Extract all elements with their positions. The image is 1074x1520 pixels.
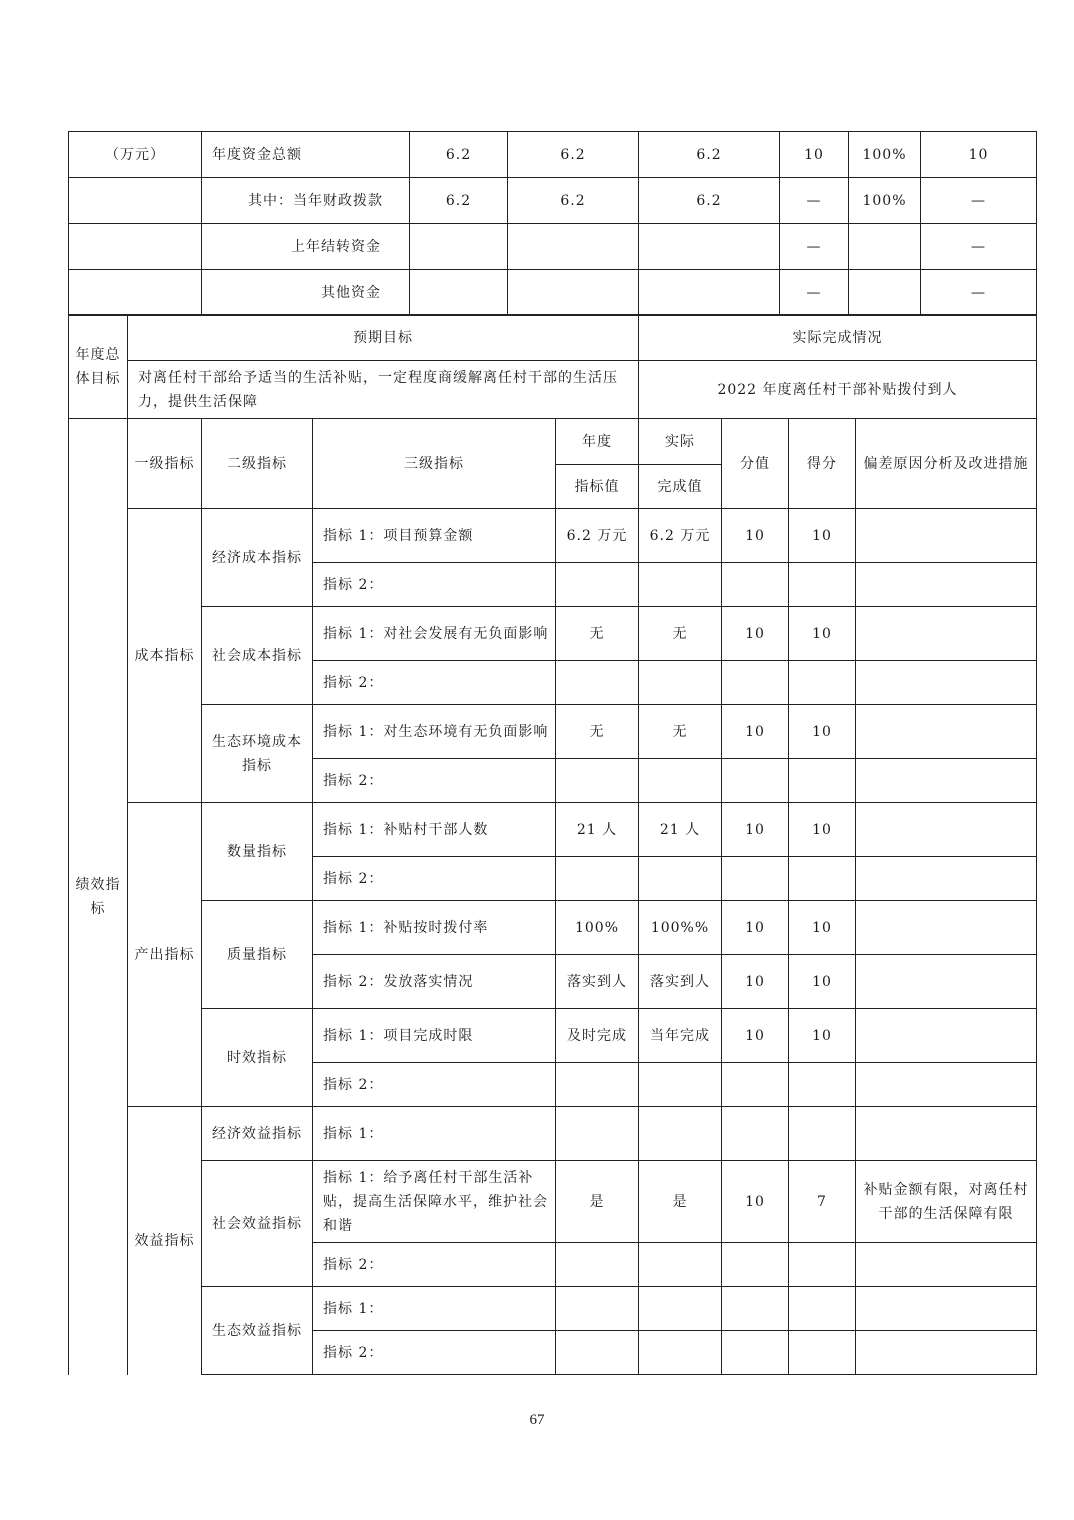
funds-cell <box>410 224 508 270</box>
actual-value: 6.2 万元 <box>639 509 722 563</box>
funds-table <box>68 131 1037 316</box>
score <box>789 661 856 705</box>
score <box>789 857 856 901</box>
deviation-analysis <box>856 1009 1037 1063</box>
deviation-analysis <box>856 1243 1037 1287</box>
actual-value: 无 <box>639 705 722 759</box>
score: 10 <box>789 803 856 857</box>
level2-indicator: 经济成本指标 <box>202 509 313 607</box>
score-value <box>722 1107 789 1161</box>
level2-indicator: 生态环境成本指标 <box>202 705 313 803</box>
level2-indicator: 经济效益指标 <box>202 1107 313 1161</box>
score-value <box>722 563 789 607</box>
score-value: 10 <box>722 803 789 857</box>
funds-unit-empty <box>69 178 202 224</box>
funds-cell: 6.2 <box>410 178 508 224</box>
actual-value <box>639 759 722 803</box>
funds-row <box>69 224 1037 270</box>
score: 7 <box>789 1161 856 1243</box>
actual-value <box>639 1063 722 1107</box>
score-value: 10 <box>722 607 789 661</box>
header-actual: 实际 <box>639 419 722 465</box>
funds-cell: 6.2 <box>639 178 780 224</box>
level3-indicator: 指标 2： <box>313 1331 556 1375</box>
perf-row-label: 绩效指标 <box>69 419 128 1375</box>
level2-indicator: 时效指标 <box>202 1009 313 1107</box>
score-value: 10 <box>722 705 789 759</box>
funds-row <box>69 178 1037 224</box>
target-value: 21 人 <box>556 803 639 857</box>
funds-unit: （万元） <box>69 132 202 178</box>
target-value: 无 <box>556 607 639 661</box>
level3-indicator: 指标 2： <box>313 1243 556 1287</box>
actual-value: 21 人 <box>639 803 722 857</box>
score-value: 10 <box>722 1009 789 1063</box>
target-value <box>556 1287 639 1331</box>
target-value: 无 <box>556 705 639 759</box>
indicator-row <box>69 1107 1037 1161</box>
page-number: 67 <box>529 1412 545 1428</box>
indicator-row <box>69 1009 1037 1063</box>
funds-cell: — <box>780 178 849 224</box>
indicator-row <box>69 705 1037 759</box>
level2-indicator: 社会效益指标 <box>202 1161 313 1287</box>
score: 10 <box>789 509 856 563</box>
actual-value <box>639 563 722 607</box>
level3-indicator: 指标 1：给予离任村干部生活补贴，提高生活保障水平，维护社会和谐 <box>313 1161 556 1243</box>
score-value: 10 <box>722 955 789 1009</box>
target-value <box>556 1107 639 1161</box>
deviation-analysis <box>856 955 1037 1009</box>
funds-unit-empty <box>69 270 202 316</box>
target-value <box>556 857 639 901</box>
level1-indicator: 产出指标 <box>128 803 202 1107</box>
funds-unit-empty <box>69 224 202 270</box>
goal-table <box>68 314 1037 419</box>
indicator-row <box>69 1287 1037 1331</box>
header-score: 得分 <box>789 419 856 509</box>
level3-indicator: 指标 1：补贴按时拨付率 <box>313 901 556 955</box>
funds-cell: 10 <box>780 132 849 178</box>
actual-value <box>639 1287 722 1331</box>
score: 10 <box>789 607 856 661</box>
actual-value: 落实到人 <box>639 955 722 1009</box>
level3-indicator: 指标 1：项目预算金额 <box>313 509 556 563</box>
target-value: 落实到人 <box>556 955 639 1009</box>
funds-cell <box>639 270 780 316</box>
header-level3: 三级指标 <box>313 419 556 509</box>
deviation-analysis <box>856 759 1037 803</box>
score <box>789 1331 856 1375</box>
goal-row-label: 年度总体目标 <box>69 315 128 419</box>
score: 10 <box>789 955 856 1009</box>
funds-cell: 100% <box>849 178 921 224</box>
level3-indicator: 指标 2： <box>313 661 556 705</box>
score: 10 <box>789 705 856 759</box>
score <box>789 563 856 607</box>
actual-value: 当年完成 <box>639 1009 722 1063</box>
deviation-analysis <box>856 1063 1037 1107</box>
level2-indicator: 质量指标 <box>202 901 313 1009</box>
target-value: 100% <box>556 901 639 955</box>
funds-cell: 6.2 <box>508 132 639 178</box>
header-year: 年度 <box>556 419 639 465</box>
level3-indicator: 指标 2：发放落实情况 <box>313 955 556 1009</box>
funds-cell: 100% <box>849 132 921 178</box>
deviation-analysis <box>856 1331 1037 1375</box>
score: 10 <box>789 901 856 955</box>
funds-label: 其中：当年财政拨款 <box>202 178 410 224</box>
deviation-analysis <box>856 661 1037 705</box>
score <box>789 759 856 803</box>
header-level1: 一级指标 <box>128 419 202 509</box>
actual-value <box>639 1243 722 1287</box>
funds-cell: 10 <box>921 132 1037 178</box>
deviation-analysis <box>856 901 1037 955</box>
deviation-analysis <box>856 607 1037 661</box>
funds-label: 上年结转资金 <box>202 224 410 270</box>
target-value <box>556 661 639 705</box>
expected-goal-header: 预期目标 <box>128 315 639 361</box>
target-value <box>556 759 639 803</box>
actual-value <box>639 1331 722 1375</box>
deviation-analysis <box>856 857 1037 901</box>
funds-cell <box>508 270 639 316</box>
target-value <box>556 563 639 607</box>
level3-indicator: 指标 2： <box>313 1063 556 1107</box>
actual-completion-text: 2022 年度离任村干部补贴拨付到人 <box>639 361 1037 419</box>
header-completion-value: 完成值 <box>639 465 722 509</box>
funds-cell: 6.2 <box>639 132 780 178</box>
actual-value: 100%% <box>639 901 722 955</box>
level3-indicator: 指标 1：补贴村干部人数 <box>313 803 556 857</box>
funds-cell: 6.2 <box>508 178 639 224</box>
header-target-value: 指标值 <box>556 465 639 509</box>
funds-cell <box>849 270 921 316</box>
actual-value <box>639 1107 722 1161</box>
actual-value <box>639 661 722 705</box>
indicator-row <box>69 1161 1037 1243</box>
indicator-row <box>69 901 1037 955</box>
score: 10 <box>789 1009 856 1063</box>
score-value <box>722 1287 789 1331</box>
deviation-analysis <box>856 1287 1037 1331</box>
target-value <box>556 1243 639 1287</box>
deviation-analysis: 补贴金额有限，对离任村干部的生活保障有限 <box>856 1161 1037 1243</box>
score-value <box>722 1331 789 1375</box>
indicator-row <box>69 803 1037 857</box>
score-value <box>722 759 789 803</box>
level1-indicator: 效益指标 <box>128 1107 202 1375</box>
level3-indicator: 指标 2： <box>313 759 556 803</box>
expected-goal-text: 对离任村干部给予适当的生活补贴，一定程度商缓解离任村干部的生活压力，提供生活保障 <box>128 361 639 419</box>
funds-label: 年度资金总额 <box>202 132 410 178</box>
target-value: 及时完成 <box>556 1009 639 1063</box>
level2-indicator: 社会成本指标 <box>202 607 313 705</box>
deviation-analysis <box>856 705 1037 759</box>
funds-cell: 6.2 <box>410 132 508 178</box>
funds-cell <box>410 270 508 316</box>
deviation-analysis <box>856 509 1037 563</box>
score <box>789 1107 856 1161</box>
performance-table <box>68 418 1037 1375</box>
score-value <box>722 1063 789 1107</box>
funds-label: 其他资金 <box>202 270 410 316</box>
level3-indicator: 指标 1：对社会发展有无负面影响 <box>313 607 556 661</box>
level3-indicator: 指标 2： <box>313 857 556 901</box>
funds-cell: — <box>780 270 849 316</box>
level3-indicator: 指标 1： <box>313 1287 556 1331</box>
target-value <box>556 1331 639 1375</box>
header-deviation: 偏差原因分析及改进措施 <box>856 419 1037 509</box>
header-score-value: 分值 <box>722 419 789 509</box>
funds-row <box>69 132 1037 178</box>
level1-indicator: 成本指标 <box>128 509 202 803</box>
score-value <box>722 857 789 901</box>
score <box>789 1287 856 1331</box>
level3-indicator: 指标 1：项目完成时限 <box>313 1009 556 1063</box>
score <box>789 1063 856 1107</box>
funds-row <box>69 270 1037 316</box>
score-value <box>722 1243 789 1287</box>
funds-cell: — <box>780 224 849 270</box>
funds-cell <box>849 224 921 270</box>
actual-completion-header: 实际完成情况 <box>639 315 1037 361</box>
level3-indicator: 指标 1： <box>313 1107 556 1161</box>
target-value <box>556 1063 639 1107</box>
actual-value <box>639 857 722 901</box>
level3-indicator: 指标 1：对生态环境有无负面影响 <box>313 705 556 759</box>
deviation-analysis <box>856 1107 1037 1161</box>
actual-value: 无 <box>639 607 722 661</box>
target-value: 是 <box>556 1161 639 1243</box>
score-value: 10 <box>722 509 789 563</box>
score-value <box>722 661 789 705</box>
funds-cell <box>639 224 780 270</box>
score <box>789 1243 856 1287</box>
actual-value: 是 <box>639 1161 722 1243</box>
header-level2: 二级指标 <box>202 419 313 509</box>
deviation-analysis <box>856 563 1037 607</box>
score-value: 10 <box>722 901 789 955</box>
level2-indicator: 生态效益指标 <box>202 1287 313 1375</box>
indicator-row <box>69 509 1037 563</box>
deviation-analysis <box>856 803 1037 857</box>
funds-cell: — <box>921 178 1037 224</box>
funds-cell: — <box>921 270 1037 316</box>
target-value: 6.2 万元 <box>556 509 639 563</box>
score-value: 10 <box>722 1161 789 1243</box>
funds-cell <box>508 224 639 270</box>
funds-cell: — <box>921 224 1037 270</box>
level2-indicator: 数量指标 <box>202 803 313 901</box>
indicator-row <box>69 607 1037 661</box>
level3-indicator: 指标 2： <box>313 563 556 607</box>
